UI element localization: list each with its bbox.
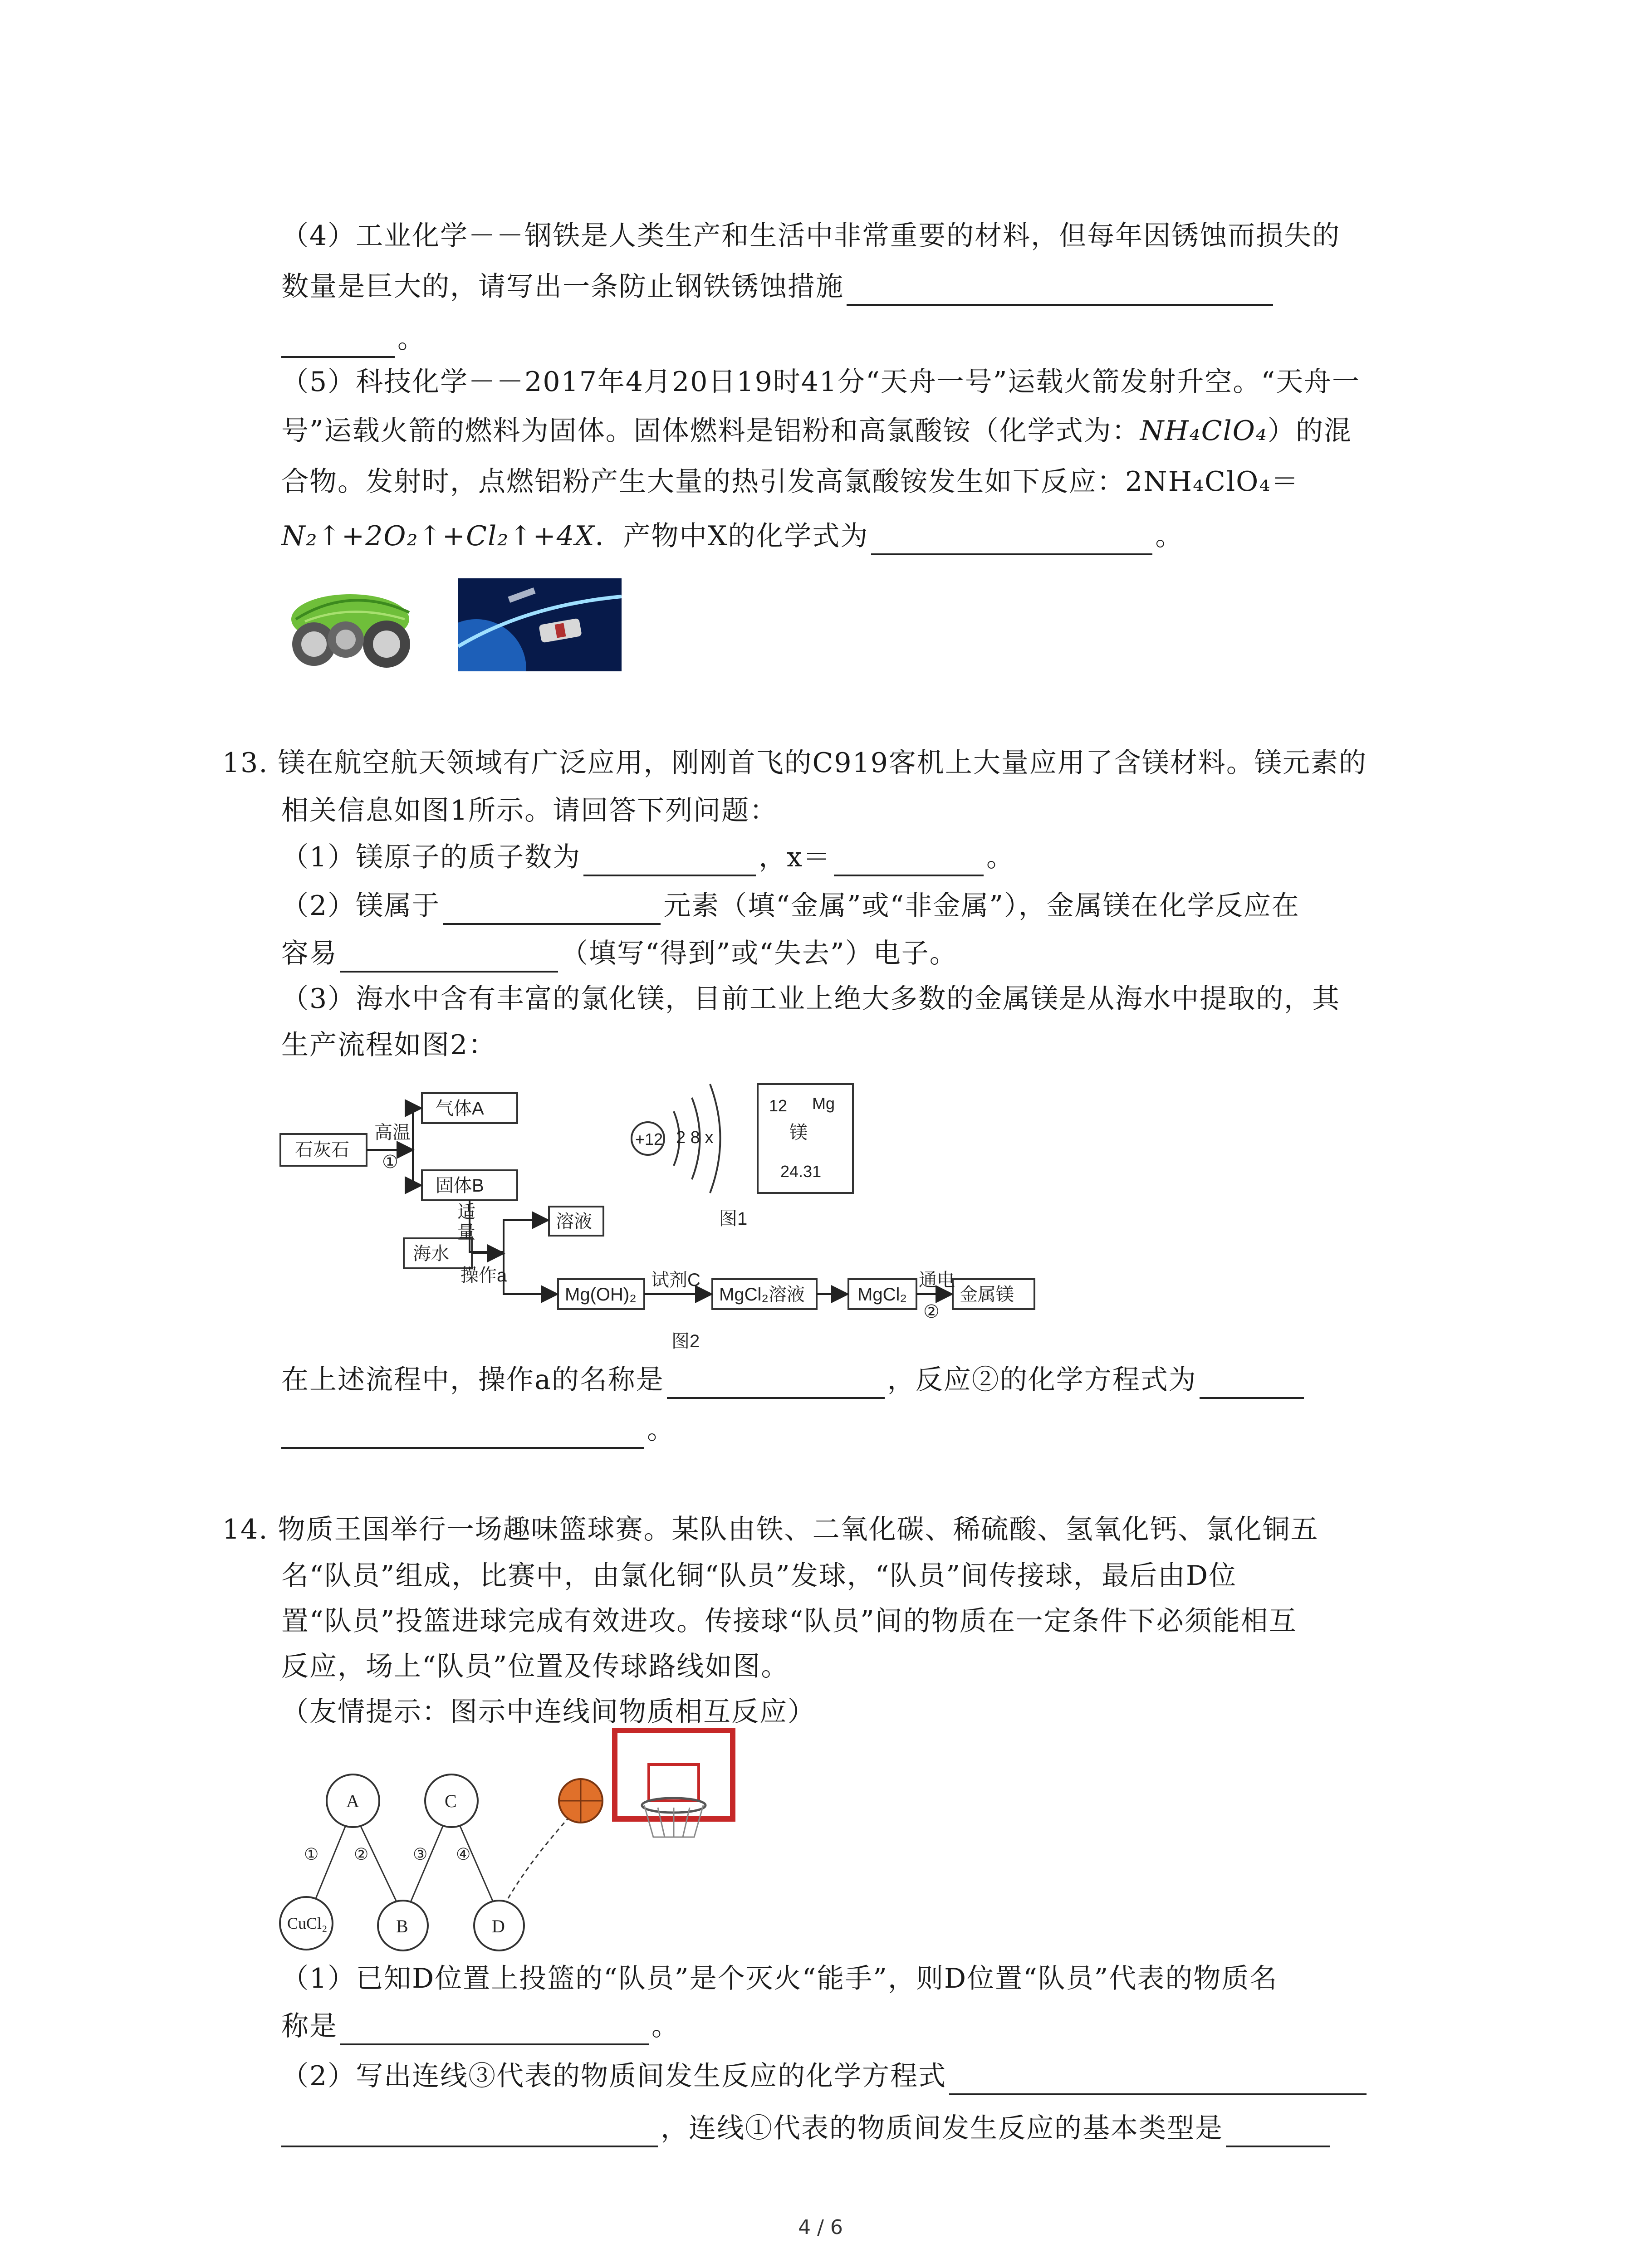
q13-line2: 相关信息如图1所示。请回答下列问题： — [281, 795, 778, 826]
answer-blank[interactable] — [871, 524, 1152, 555]
green-car-image — [278, 576, 423, 676]
magnesium-atom-structure — [632, 1084, 747, 1229]
reaction-2-label: ② — [923, 1302, 940, 1322]
q14-s2-cont: ，连线①代表的物质间发生反应的基本类型是 — [281, 2109, 1333, 2147]
q14-s1: （1）已知D位置上投篮的“队员”是个灭火“能手”，则D位置“队员”代表的物质名 — [281, 1963, 1278, 1994]
periodic-table-cell — [758, 1084, 853, 1193]
gas-a-label: 气体A — [436, 1099, 484, 1119]
question-number: 14. — [222, 1514, 269, 1545]
answer-blank[interactable] — [847, 275, 1273, 306]
q14-s1-cont: 称是 。 — [281, 2007, 680, 2045]
atomic-number: 12 — [769, 1096, 788, 1115]
answer-blank[interactable] — [443, 894, 661, 925]
high-temp-label: 高温 — [374, 1123, 411, 1143]
metal-mg-label: 金属镁 — [960, 1285, 1014, 1305]
q12-p4-line3: 。 — [281, 320, 426, 358]
atomic-mass: 24.31 — [780, 1162, 822, 1181]
answer-blank[interactable] — [281, 2116, 658, 2147]
q12-p5-line4: N₂↑+2O₂↑+Cl₂↑+4X．产物中X的化学式为 。 — [281, 517, 1183, 555]
basketball-icon — [559, 1779, 603, 1823]
answer-blank[interactable] — [667, 1368, 885, 1399]
mgcl2-label: MgCl₂ — [857, 1285, 907, 1305]
q13-s3-line2: 生产流程如图2： — [281, 1029, 497, 1061]
q13-s3-line1: （3）海水中含有丰富的氯化镁，目前工业上绝大多数的金属镁是从海水中提取的，其 — [281, 983, 1341, 1015]
element-symbol: Mg — [812, 1094, 835, 1113]
q13-after-flow-cont: 。 — [281, 1411, 675, 1449]
q14-s2: （2）写出连线③代表的物质间发生反应的化学方程式 — [281, 2057, 1369, 2095]
proper-label: 适 — [457, 1202, 475, 1222]
q14-hint: （友情提示：图示中连线间物质相互反应） — [281, 1696, 816, 1728]
formula: NH₄ClO₄ — [1140, 415, 1268, 447]
q14-line2: 名“队员”组成，比赛中，由氯化铜“队员”发球，“队员”间传接球，最后由D位 — [281, 1560, 1237, 1592]
answer-blank[interactable] — [834, 846, 984, 876]
solution-label: 溶液 — [556, 1212, 592, 1232]
basketball-hoop-icon — [615, 1730, 733, 1837]
reagent-c-label: 试剂C — [651, 1270, 700, 1290]
q14-line4: 反应，场上“队员”位置及传球路线如图。 — [281, 1651, 789, 1682]
answer-blank[interactable] — [281, 327, 395, 358]
figure-1-caption: 图1 — [719, 1209, 748, 1229]
answer-blank[interactable] — [281, 1418, 644, 1449]
q12-p4-line1: （4）工业化学－－钢铁是人类生产和生活中非常重要的材料，但每年因锈蚀而损失的 — [281, 220, 1341, 252]
node-a: A — [346, 1791, 359, 1811]
q14-line1: 14. 物质王国举行一场趣味篮球赛。某队由铁、二氧化碳、稀硫酸、氢氧化钙、氯化铜五 — [222, 1514, 1319, 1545]
q13-s1: （1）镁原子的质子数为 ，x＝ 。 — [281, 838, 1014, 876]
q12-p5-line2: 号”运载火箭的燃料为固体。固体燃料是铝粉和高氯酸铵（化学式为：NH₄ClO₄）的混 — [281, 415, 1352, 447]
element-name: 镁 — [789, 1123, 808, 1143]
q13-s2: （2）镁属于 元素（填“金属”或“非金属”），金属镁在化学反应在 — [281, 887, 1300, 925]
mgoh2-label: Mg(OH)₂ — [565, 1285, 637, 1305]
reaction-1-label: ① — [382, 1152, 398, 1172]
node-c: C — [445, 1791, 457, 1811]
answer-blank[interactable] — [1200, 1368, 1304, 1399]
link-4-label: ④ — [456, 1845, 471, 1863]
q13-line1: 13. 镁在航空航天领域有广泛应用，刚刚首飞的C919客机上大量应用了含镁材料。镁元素的 — [222, 747, 1367, 779]
q14-line3: 置“队员”投篮进球完成有效进攻。传接球“队员”间的物质在一定条件下必须能相互 — [281, 1605, 1297, 1637]
figure-2-caption: 图2 — [671, 1331, 700, 1351]
answer-blank[interactable] — [583, 846, 756, 876]
answer-blank[interactable] — [340, 942, 558, 973]
q12-p5-line1: （5）科技化学－－2017年4月20日19时41分“天舟一号”运载火箭发射升空。“天舟一 — [281, 366, 1361, 398]
operation-a-label: 操作a — [460, 1266, 507, 1286]
q13-after-flow: 在上述流程中，操作a的名称是 ，反应②的化学方程式为 — [281, 1361, 1307, 1399]
answer-blank[interactable] — [1226, 2116, 1330, 2147]
amount-label: 量 — [457, 1222, 475, 1242]
link-3-label: ③ — [413, 1845, 428, 1863]
node-b: B — [396, 1916, 408, 1936]
electrify-label: 通电 — [919, 1270, 955, 1290]
equation: N₂↑+2O₂↑+Cl₂↑+4X — [281, 520, 595, 552]
q12-p4-line2: 数量是巨大的，请写出一条防止钢铁锈蚀措施 — [281, 268, 1276, 306]
limestone-label: 石灰石 — [295, 1140, 349, 1160]
answer-blank[interactable] — [949, 2064, 1367, 2095]
q13-s2-cont: 容易 （填写“得到”或“失去”）电子。 — [281, 934, 958, 973]
magnesium-flow-diagram — [277, 1075, 1093, 1356]
q12-p5-line3: 合物。发射时，点燃铝粉产生大量的热引发高氯酸铵发生如下反应：2NH₄ClO₄＝ — [281, 466, 1299, 498]
link-1-label: ① — [304, 1845, 319, 1863]
electron-shells: 2 8 x — [676, 1128, 714, 1147]
page-number: 4 / 6 — [798, 2216, 843, 2239]
answer-blank[interactable] — [340, 2014, 649, 2045]
question-number: 13. — [222, 747, 269, 779]
nucleus-charge: +12 — [635, 1130, 663, 1149]
mgcl2-solution-label: MgCl₂溶液 — [719, 1285, 805, 1305]
link-2-label: ② — [354, 1845, 369, 1863]
rocket-launch-image — [458, 578, 622, 671]
seawater-label: 海水 — [413, 1244, 449, 1264]
node-d: D — [492, 1916, 505, 1936]
node-cucl2: CuCl₂ — [287, 1914, 328, 1932]
solid-b-label: 固体B — [436, 1176, 484, 1196]
basketball-diagram — [277, 1724, 762, 1960]
